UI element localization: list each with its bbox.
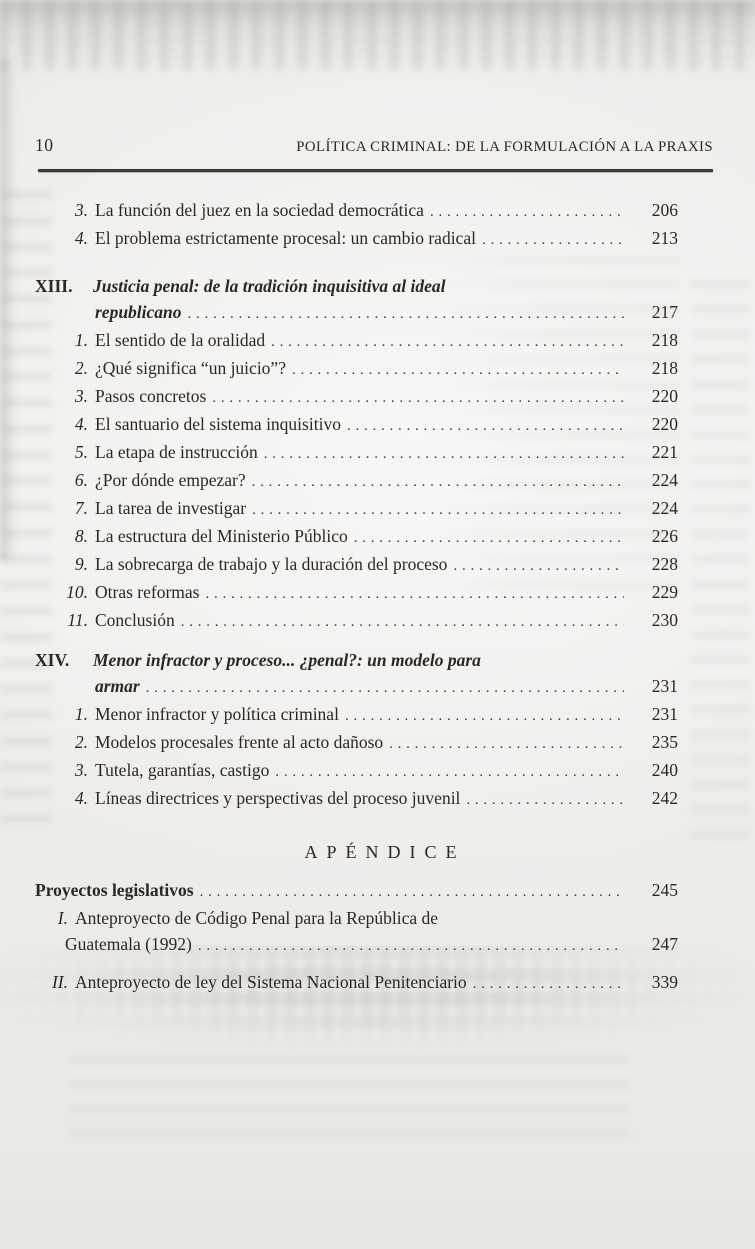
chapter-heading-line1 xyxy=(35,647,678,673)
entry-page: 220 xyxy=(651,386,678,406)
dot-leader xyxy=(252,467,624,495)
entry-number: I. xyxy=(57,908,68,928)
entry-title: El sentido de la oralidad xyxy=(95,330,266,350)
running-head xyxy=(35,135,713,156)
dot-leader xyxy=(430,197,624,225)
toc-entry xyxy=(35,551,678,579)
entry-title: Anteproyecto de ley del Sistema Nacional Penitenciario xyxy=(75,972,467,992)
entry-title: Modelos procesales frente al acto dañoso xyxy=(95,732,384,752)
entry-number: 8. xyxy=(74,526,88,546)
entry-page: 226 xyxy=(651,526,678,546)
toc-entry xyxy=(35,327,678,355)
entry-page: 213 xyxy=(651,228,678,248)
entry-number: 3. xyxy=(74,386,88,406)
toc-entry xyxy=(35,523,678,551)
entry-page: 224 xyxy=(651,470,678,490)
chapter-numeral: XIII. xyxy=(35,276,73,296)
entry-title: Conclusión xyxy=(95,610,175,630)
entry-number: 9. xyxy=(74,554,88,574)
entry-page: 206 xyxy=(651,200,678,220)
entry-number: 6. xyxy=(74,470,88,490)
dot-leader xyxy=(271,327,624,355)
entry-number: 2. xyxy=(74,732,88,752)
entry-number: 11. xyxy=(67,610,88,630)
scan-artifact-bleedthrough-right-margin xyxy=(690,280,750,840)
dot-leader xyxy=(205,579,624,607)
dot-leader xyxy=(264,439,624,467)
entry-number: 2. xyxy=(74,358,88,378)
chapter-heading-line1 xyxy=(35,273,678,299)
toc-entry xyxy=(35,411,678,439)
entry-number: 1. xyxy=(74,704,88,724)
entry-number: 1. xyxy=(74,330,88,350)
entry-title: ¿Qué significa “un juicio”? xyxy=(95,358,286,378)
scan-artifact-left-shadow xyxy=(0,60,16,560)
toc-entry xyxy=(35,607,678,635)
dot-leader xyxy=(198,931,624,959)
entry-title: La función del juez en la sociedad democrática xyxy=(95,200,424,220)
entry-page: 218 xyxy=(651,358,678,378)
entry-title: Líneas directrices y perspectivas del proceso juvenil xyxy=(95,788,461,808)
entry-number: II. xyxy=(51,972,68,992)
toc-entry xyxy=(35,197,678,225)
entry-page: 229 xyxy=(651,582,678,602)
toc-entry xyxy=(35,757,678,785)
dot-leader xyxy=(212,383,624,411)
dot-leader xyxy=(188,299,624,327)
entry-page: 247 xyxy=(651,934,678,954)
entry-page: 339 xyxy=(651,972,678,992)
entry-page: 245 xyxy=(651,880,678,900)
chapter-title-wrap: armar xyxy=(95,676,140,696)
entry-number: 10. xyxy=(66,582,88,602)
toc-entry-line1 xyxy=(35,905,678,931)
chapter-heading-line2 xyxy=(35,299,678,327)
toc-entry xyxy=(35,225,678,253)
entry-title: Proyectos legislativos xyxy=(35,880,194,900)
entry-page: 228 xyxy=(651,554,678,574)
toc-entry xyxy=(35,579,678,607)
toc-entry xyxy=(35,383,678,411)
entry-number: 7. xyxy=(74,498,88,518)
dot-leader xyxy=(389,729,624,757)
page-number: 10 xyxy=(35,135,54,155)
entry-number: 4. xyxy=(74,788,88,808)
dot-leader xyxy=(200,877,624,905)
entry-page: 231 xyxy=(651,676,678,696)
chapter-title: Justicia penal: de la tradición inquisitiva al ideal xyxy=(93,276,446,296)
dot-leader xyxy=(466,785,624,813)
dot-leader xyxy=(146,673,624,701)
entry-page: 235 xyxy=(651,732,678,752)
chapter-heading-line2 xyxy=(35,673,678,701)
entry-page: 217 xyxy=(651,302,678,322)
entry-number: 5. xyxy=(74,442,88,462)
toc-entry xyxy=(35,495,678,523)
scan-artifact-bleedthrough-band-lower xyxy=(70,1055,630,1145)
table-of-contents xyxy=(35,197,678,997)
entry-title: La tarea de investigar xyxy=(95,498,247,518)
dot-leader xyxy=(181,607,624,635)
entry-title: Tutela, garantías, castigo xyxy=(95,760,270,780)
entry-title: El problema estrictamente procesal: un cambio radical xyxy=(95,228,476,248)
entry-title: La estructura del Ministerio Público xyxy=(95,526,348,546)
entry-number: 3. xyxy=(74,200,88,220)
toc-entry xyxy=(35,969,678,997)
entry-title-wrap: Guatemala (1992) xyxy=(65,934,192,954)
dot-leader xyxy=(473,969,624,997)
toc-entry xyxy=(35,467,678,495)
entry-page: 221 xyxy=(651,442,678,462)
dot-leader xyxy=(292,355,624,383)
entry-title: ¿Por dónde empezar? xyxy=(95,470,246,490)
chapter-numeral: XIV. xyxy=(35,650,70,670)
dot-leader xyxy=(453,551,624,579)
entry-title: El santuario del sistema inquisitivo xyxy=(95,414,341,434)
entry-title: Otras reformas xyxy=(95,582,200,602)
entry-page: 224 xyxy=(651,498,678,518)
dot-leader xyxy=(482,225,624,253)
toc-entry xyxy=(35,785,678,813)
entry-page: 231 xyxy=(651,704,678,724)
running-title: POLÍTICA CRIMINAL: DE LA FORMULACIÓN A LA PRAXIS xyxy=(296,139,713,155)
chapter-title: Menor infractor y proceso... ¿penal?: un modelo para xyxy=(93,650,481,670)
entry-page: 240 xyxy=(651,760,678,780)
entry-title: Anteproyecto de Código Penal para la República de xyxy=(75,908,439,928)
dot-leader xyxy=(252,495,624,523)
entry-title: La sobrecarga de trabajo y la duración del proceso xyxy=(95,554,448,574)
chapter-title-wrap: republicano xyxy=(95,302,182,322)
toc-entry-line2 xyxy=(35,931,678,959)
entry-page: 218 xyxy=(651,330,678,350)
entry-number: 4. xyxy=(74,228,88,248)
dot-leader xyxy=(345,701,624,729)
entry-page: 242 xyxy=(651,788,678,808)
entry-title: Pasos concretos xyxy=(95,386,207,406)
dot-leader xyxy=(275,757,624,785)
toc-entry xyxy=(35,355,678,383)
entry-page: 230 xyxy=(651,610,678,630)
toc-entry xyxy=(35,439,678,467)
entry-page: 220 xyxy=(651,414,678,434)
toc-entry xyxy=(35,729,678,757)
header-rule xyxy=(38,169,713,172)
toc-entry xyxy=(35,877,678,905)
scan-artifact-top-shadow xyxy=(0,0,755,70)
dot-leader xyxy=(347,411,624,439)
entry-number: 4. xyxy=(74,414,88,434)
entry-number: 3. xyxy=(74,760,88,780)
toc-entry xyxy=(35,701,678,729)
dot-leader xyxy=(354,523,624,551)
entry-title: Menor infractor y política criminal xyxy=(95,704,339,724)
entry-title: La etapa de instrucción xyxy=(95,442,258,462)
appendix-heading: APÉNDICE xyxy=(304,842,466,862)
